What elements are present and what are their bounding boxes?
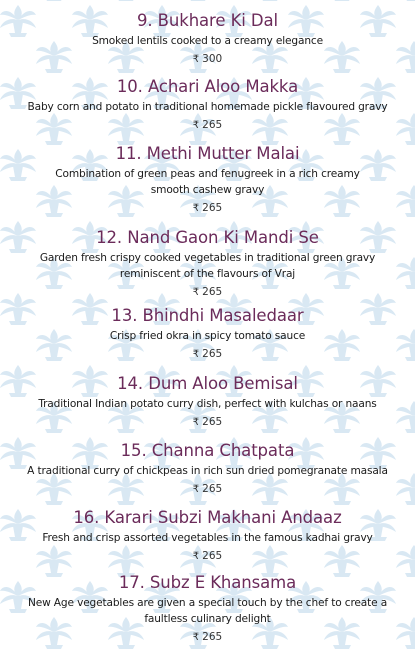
price-value: 265 — [202, 631, 223, 643]
dish-price — [0, 347, 415, 362]
rupee-icon: ₹ — [192, 349, 200, 360]
dish-title: 15. Channa Chatpata — [120, 441, 295, 460]
dish-description: Traditional Indian potato curry dish, perfect with kulchas or naans — [38, 398, 377, 410]
rupee-icon: ₹ — [192, 287, 200, 298]
price-value: 265 — [202, 286, 223, 298]
price-value: 265 — [202, 202, 223, 214]
dish-title: 13. Bhindhi Masaledaar — [111, 306, 304, 325]
menu-item — [0, 306, 415, 362]
price-value: 265 — [202, 119, 223, 131]
menu-item — [0, 441, 415, 497]
dish-price — [0, 482, 415, 497]
dish-title: 11. Methi Mutter Malai — [115, 144, 300, 163]
rupee-icon: ₹ — [192, 54, 200, 65]
dish-title: 17. Subz E Khansama — [118, 573, 297, 592]
dish-price — [0, 285, 415, 300]
dish-price — [0, 630, 415, 645]
menu-item — [0, 508, 415, 564]
dish-title: 14. Dum Aloo Bemisal — [117, 374, 298, 393]
price-value: 265 — [202, 348, 223, 360]
menu-item — [0, 77, 415, 133]
dish-price — [0, 118, 415, 133]
price-value: 265 — [202, 483, 223, 495]
dish-description: Garden fresh crispy cooked vegetables in traditional green gravy reminiscent of the flavours of Vraj — [39, 252, 376, 280]
rupee-icon: ₹ — [192, 551, 200, 562]
dish-description: Fresh and crisp assorted vegetables in the famous kadhai gravy — [42, 532, 373, 544]
dish-description: Crisp fried okra in spicy tomato sauce — [109, 330, 306, 342]
menu-item — [0, 374, 415, 430]
dish-price — [0, 415, 415, 430]
dish-description: A traditional curry of chickpeas in rich sun dried pomegranate masala — [27, 465, 388, 477]
dish-price — [0, 201, 415, 216]
dish-price — [0, 549, 415, 564]
dish-title: 16. Karari Subzi Makhani Andaaz — [73, 508, 342, 527]
price-value: 265 — [202, 550, 223, 562]
rupee-icon: ₹ — [192, 484, 200, 495]
dish-price — [0, 52, 415, 67]
rupee-icon: ₹ — [192, 632, 200, 643]
menu-item — [0, 144, 415, 216]
price-value: 265 — [202, 416, 223, 428]
dish-description: New Age vegetables are given a special touch by the chef to create a faultless culinary delight — [27, 597, 388, 625]
price-value: 300 — [202, 53, 223, 65]
rupee-icon: ₹ — [192, 417, 200, 428]
rupee-icon: ₹ — [192, 120, 200, 131]
menu-item — [0, 11, 415, 67]
dish-description: Smoked lentils cooked to a creamy elegance — [92, 35, 323, 47]
dish-description: Baby corn and potato in traditional homemade pickle flavoured gravy — [27, 101, 388, 113]
dish-title: 9. Bukhare Ki Dal — [136, 11, 279, 30]
dish-title: 10. Achari Aloo Makka — [116, 77, 299, 96]
dish-description: Combination of green peas and fenugreek in a rich creamy smooth cashew gravy — [55, 168, 360, 196]
rupee-icon: ₹ — [192, 203, 200, 214]
menu-item — [0, 573, 415, 645]
menu-item — [0, 228, 415, 300]
dish-title: 12. Nand Gaon Ki Mandi Se — [96, 228, 319, 247]
